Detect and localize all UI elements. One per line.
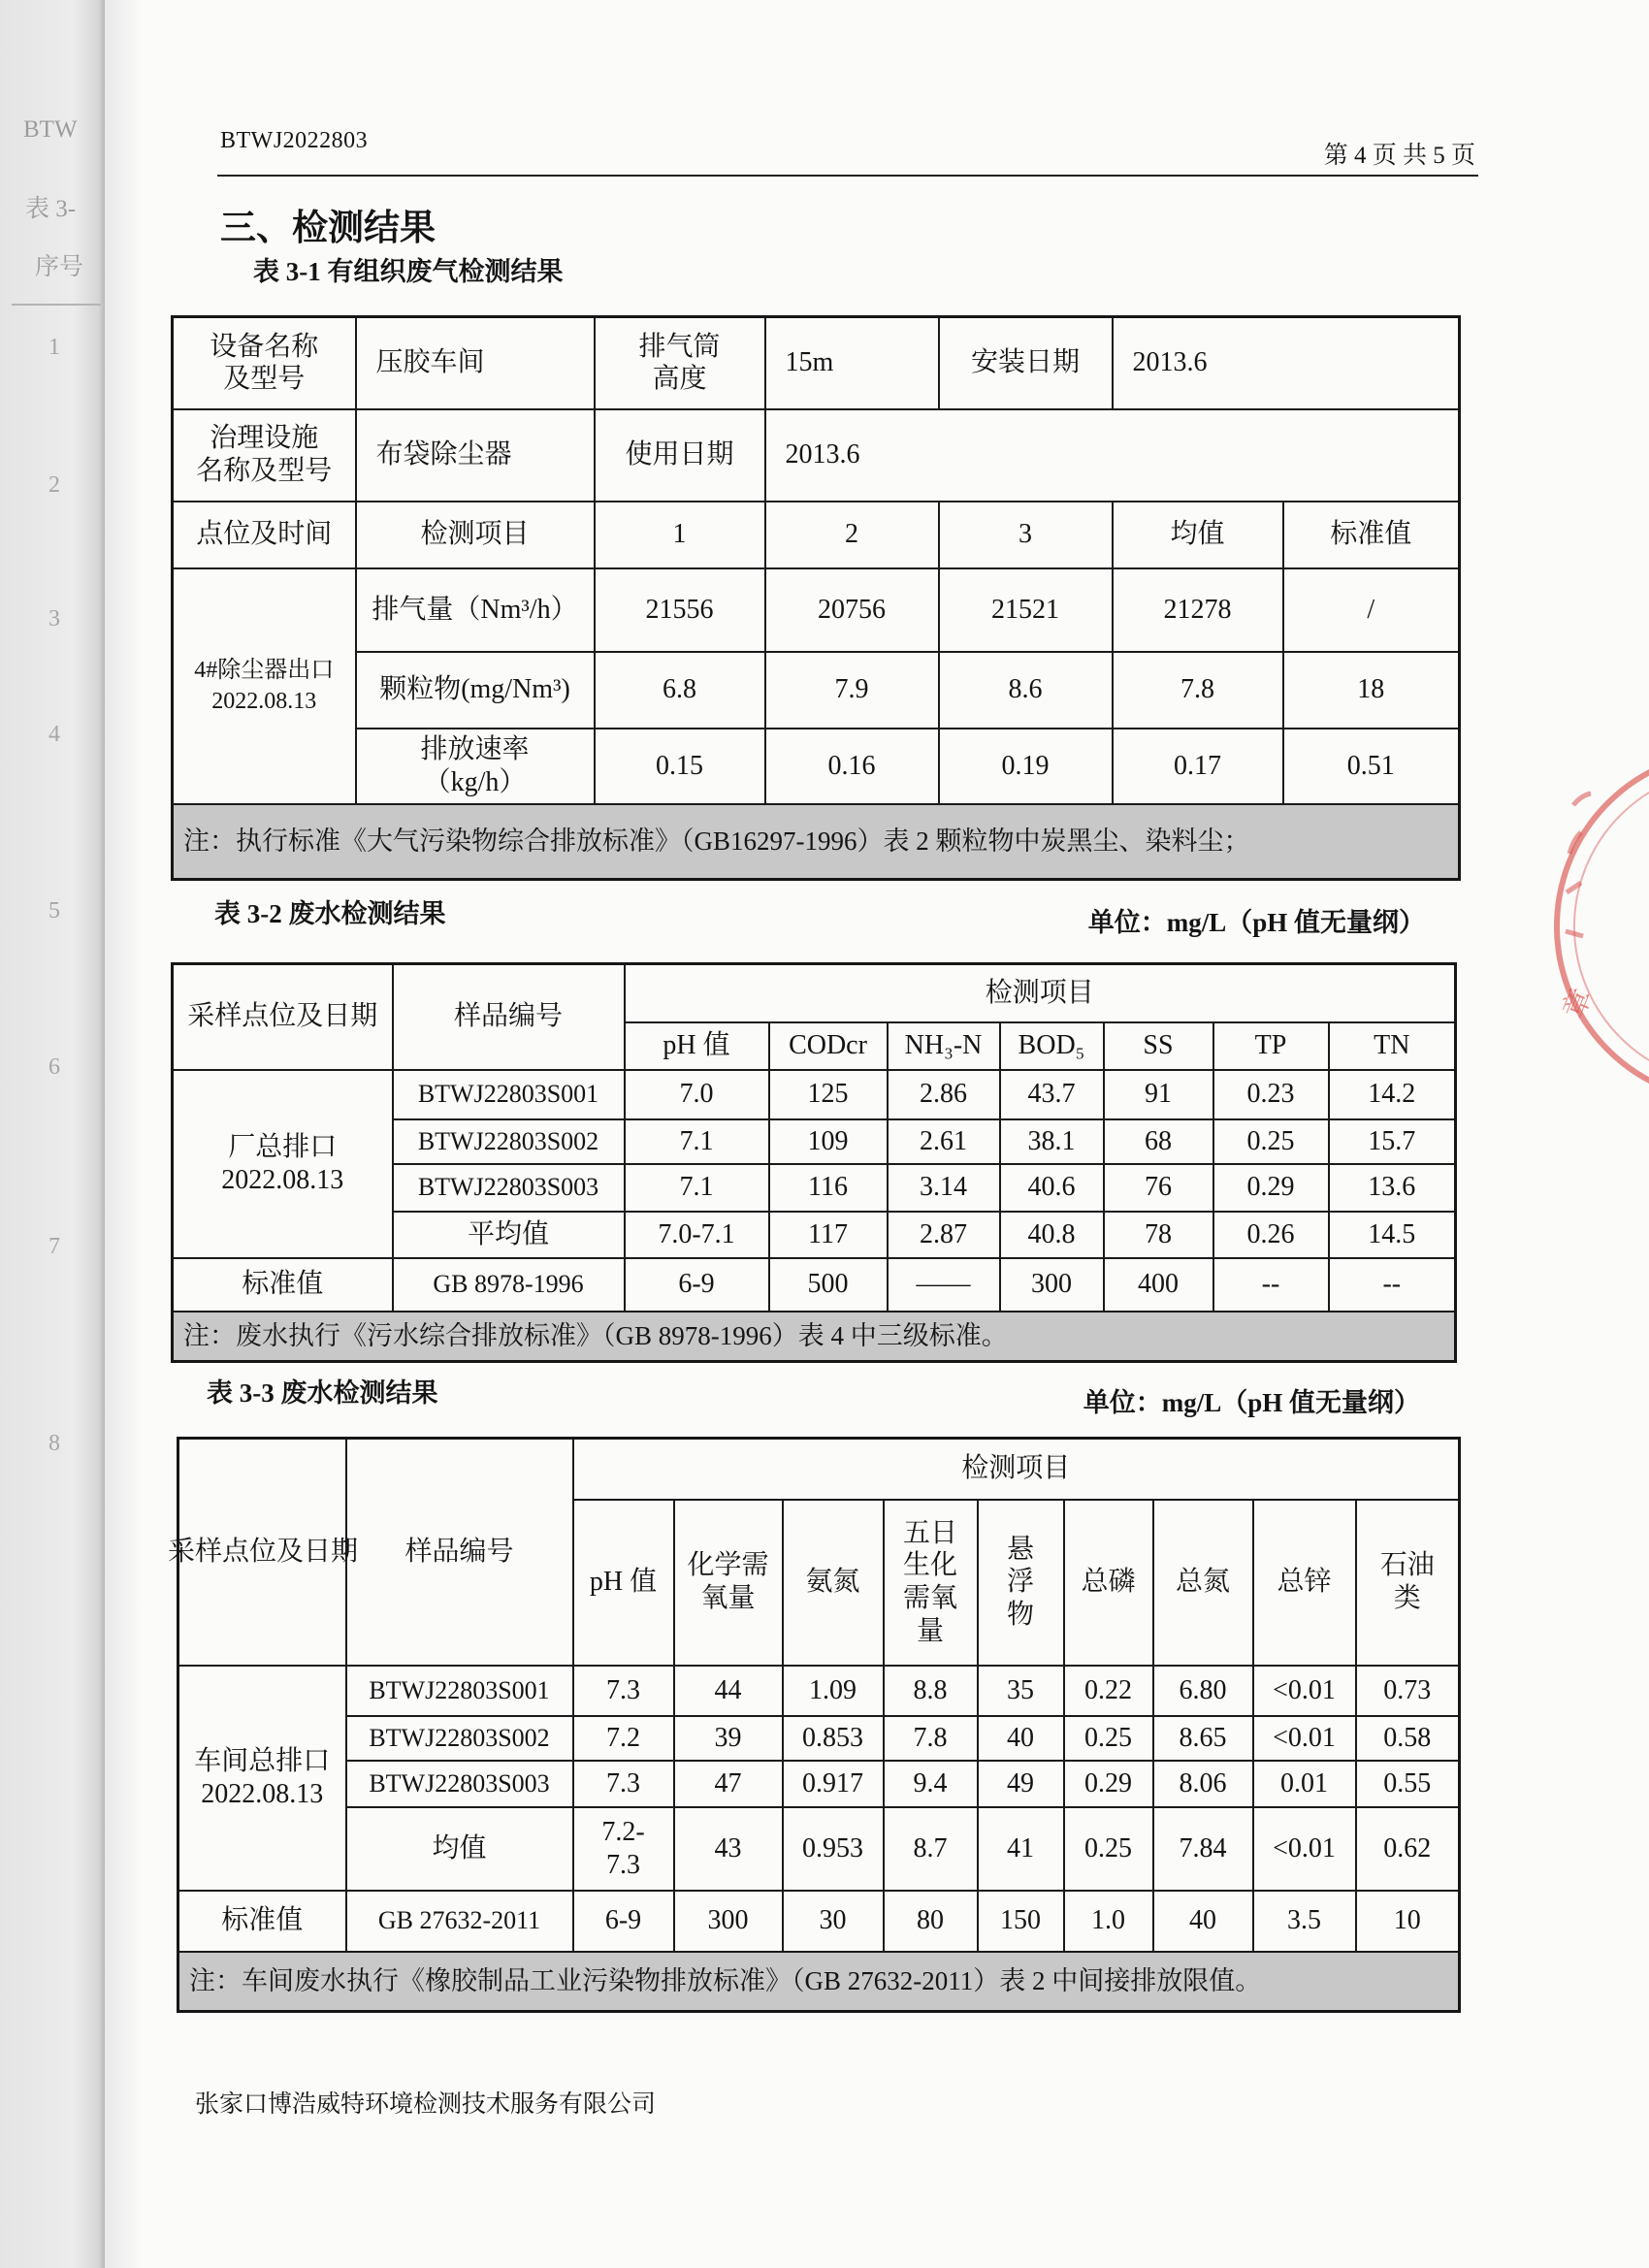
table-row: [178, 1761, 1460, 1807]
standard-row: [173, 1258, 1456, 1312]
table-cell: 8.8: [884, 1666, 978, 1716]
table-cell: <0.01: [1253, 1666, 1356, 1716]
table-cell: 39: [674, 1716, 783, 1761]
margin-row-number: 4: [48, 722, 60, 747]
workshop-wastewater-results-table: [168, 1437, 1461, 2013]
table-note: 注：废水执行《污水综合排放标准》（GB 8978-1996）表 4 中三级标准。: [173, 1312, 1456, 1362]
table-row: [173, 1070, 1456, 1119]
table-cell: 40: [1153, 1891, 1253, 1952]
table-cell: 7.1: [625, 1119, 769, 1164]
location-cell: 4#除尘器出口 2022.08.13: [173, 568, 356, 804]
table-cell: 3.5: [1253, 1891, 1356, 1952]
table-header-cell: 石油 类: [1356, 1500, 1460, 1666]
table-cell: 30: [783, 1891, 884, 1952]
table-header-cell: pH 值: [625, 1022, 769, 1070]
table-header-cell: 采样点位及日期: [173, 964, 393, 1070]
table-cell: 40: [978, 1716, 1064, 1761]
table-group-header: 检测项目: [573, 1439, 1460, 1500]
table-cell: 2.86: [888, 1070, 1000, 1119]
table-cell: 0.22: [1064, 1666, 1153, 1716]
table-cell: 0.19: [939, 729, 1113, 804]
sample-id-cell: BTWJ22803S002: [393, 1119, 625, 1164]
table-cell: 500: [769, 1258, 888, 1312]
note-row: [173, 1312, 1456, 1362]
document-number: BTWJ2022803: [220, 128, 369, 153]
table-cell: 1.09: [783, 1666, 884, 1716]
table-cell: 20756: [765, 568, 939, 652]
margin-row-number: 7: [48, 1234, 60, 1259]
table-header-cell: 总氮: [1153, 1500, 1253, 1666]
table2-unit: 单位：mg/L（pH 值无量纲）: [1087, 908, 1425, 937]
table-header-cell: 总锌: [1253, 1500, 1356, 1666]
table-cell: 0.26: [1213, 1212, 1329, 1258]
margin-row-number: 8: [48, 1431, 60, 1456]
table-cell: 9.4: [884, 1761, 978, 1807]
table-cell: 0.51: [1283, 729, 1460, 804]
margin-row-number: 6: [48, 1054, 60, 1080]
table3-unit: 单位：mg/L（pH 值无量纲）: [1083, 1388, 1420, 1417]
table-header-cell: 氨氮: [783, 1500, 884, 1666]
table-cell: 7.3: [573, 1761, 674, 1807]
table-cell: 7.84: [1153, 1807, 1253, 1891]
table-cell: 3.14: [888, 1164, 1000, 1212]
table-row: [173, 317, 1460, 409]
table-cell: 47: [674, 1761, 783, 1807]
table-cell: 0.15: [595, 729, 765, 804]
table-row: [173, 409, 1460, 502]
table-header-cell: 悬 浮 物: [978, 1500, 1064, 1666]
use-date-label: 使用日期: [595, 409, 765, 502]
table-cell: --: [1213, 1258, 1329, 1312]
table-cell: 400: [1104, 1258, 1213, 1312]
page-indicator: 第 4 页 共 5 页: [1323, 143, 1475, 169]
item-cell: 颗粒物(mg/Nm³): [356, 652, 595, 729]
table-cell: 43: [674, 1807, 783, 1891]
margin-row-number: 2: [48, 472, 60, 498]
table-header-cell: TP: [1213, 1022, 1329, 1070]
table-cell: 0.25: [1213, 1119, 1329, 1164]
standard-row: [178, 1891, 1460, 1952]
equipment-value: 压胶车间: [356, 317, 595, 409]
table-cell: 43.7: [1000, 1070, 1104, 1119]
table-cell: 8.65: [1153, 1716, 1253, 1761]
table-cell: 0.29: [1213, 1164, 1329, 1212]
table-header-cell: 2: [765, 502, 939, 568]
standard-basis-cell: GB 8978-1996: [393, 1258, 625, 1312]
table-cell: 38.1: [1000, 1119, 1104, 1164]
location-cell: 车间总排口 2022.08.13: [178, 1666, 346, 1891]
table-cell: 300: [1000, 1258, 1104, 1312]
table-cell: 300: [674, 1891, 783, 1952]
table-cell: 7.0-7.1: [625, 1212, 769, 1258]
table-cell: 6-9: [573, 1891, 674, 1952]
page-edge-shadow: [105, 0, 144, 2268]
table-header-cell: 化学需 氧量: [674, 1500, 783, 1666]
table-cell: 109: [769, 1119, 888, 1164]
table-row: [178, 1716, 1460, 1761]
table-header-cell: 总磷: [1064, 1500, 1153, 1666]
table-cell: <0.01: [1253, 1716, 1356, 1761]
table-cell: 21521: [939, 568, 1113, 652]
table-cell: 150: [978, 1891, 1064, 1952]
adjacent-page-margin: [0, 0, 105, 2268]
item-cell: 排放速率 （kg/h）: [356, 729, 595, 804]
table-header-cell: 3: [939, 502, 1113, 568]
sample-id-cell: BTWJ22803S003: [346, 1761, 573, 1807]
sample-id-cell: BTWJ22803S001: [346, 1666, 573, 1716]
table-cell: 8.7: [884, 1807, 978, 1891]
table-cell: 15.7: [1329, 1119, 1456, 1164]
table-row: [178, 1666, 1460, 1716]
table-header-row: [173, 964, 1456, 1022]
table-cell: 40.6: [1000, 1164, 1104, 1212]
sample-id-cell: BTWJ22803S003: [393, 1164, 625, 1212]
table-header-row: [178, 1439, 1460, 1500]
margin-divider: [12, 304, 101, 306]
standard-label-cell: 标准值: [173, 1258, 393, 1312]
table-header-cell: 样品编号: [393, 964, 625, 1070]
table-cell: 80: [884, 1891, 978, 1952]
table-header-cell: 五日 生化 需氧 量: [884, 1500, 978, 1666]
table-cell: 21278: [1113, 568, 1283, 652]
stack-height-label: 排气筒 高度: [595, 317, 765, 409]
install-date-value: 2013.6: [1113, 317, 1460, 409]
table-cell: 0.17: [1113, 729, 1283, 804]
note-row: [173, 804, 1460, 880]
table-cell: 0.917: [783, 1761, 884, 1807]
margin-doc-fragment: BTW: [23, 116, 78, 143]
table-header-cell: NH₃-N: [888, 1022, 1000, 1070]
table-cell: 2.61: [888, 1119, 1000, 1164]
table-cell: 40.8: [1000, 1212, 1104, 1258]
table-header-cell: TN: [1329, 1022, 1456, 1070]
install-date-label: 安装日期: [939, 317, 1113, 409]
table-cell: 0.23: [1213, 1070, 1329, 1119]
section-title: 三、检测结果: [220, 209, 436, 248]
table-cell: 6.8: [595, 652, 765, 729]
table-cell: 91: [1104, 1070, 1213, 1119]
average-label-cell: 平均值: [393, 1212, 625, 1258]
table-cell: 0.73: [1356, 1666, 1460, 1716]
table-header-cell: CODcr: [769, 1022, 888, 1070]
facility-value: 布袋除尘器: [356, 409, 595, 502]
table-cell: 0.58: [1356, 1716, 1460, 1761]
table-cell: 7.3: [573, 1666, 674, 1716]
table-cell: 41: [978, 1807, 1064, 1891]
table-cell: 8.06: [1153, 1761, 1253, 1807]
table-cell: 49: [978, 1761, 1064, 1807]
table-row: [173, 729, 1460, 804]
table-row: [173, 568, 1460, 652]
table-cell: 44: [674, 1666, 783, 1716]
table-header-cell: 1: [595, 502, 765, 568]
table-cell: 125: [769, 1070, 888, 1119]
table-cell: 7.1: [625, 1164, 769, 1212]
table-cell: 18: [1283, 652, 1460, 729]
table-cell: 2.87: [888, 1212, 1000, 1258]
facility-label: 治理设施 名称及型号: [173, 409, 356, 502]
seal-stamp: [1513, 737, 1649, 1096]
table-cell: 1.0: [1064, 1891, 1153, 1952]
table-cell: 14.2: [1329, 1070, 1456, 1119]
table-cell: 0.29: [1064, 1761, 1153, 1807]
table-header-cell: BOD₅: [1000, 1022, 1104, 1070]
table-header-cell: SS: [1104, 1022, 1213, 1070]
table-cell: ——: [888, 1258, 1000, 1312]
table1-caption: 表 3-1 有组织废气检测结果: [253, 257, 564, 286]
table-cell: 6.80: [1153, 1666, 1253, 1716]
table-cell: 7.2: [573, 1716, 674, 1761]
table3-caption: 表 3-3 废水检测结果: [207, 1378, 438, 1408]
table-cell: 21556: [595, 568, 765, 652]
table-cell: 0.25: [1064, 1807, 1153, 1891]
margin-row-number: 3: [48, 606, 60, 632]
table-note: 注：车间废水执行《橡胶制品工业污染物排放标准》（GB 27632-2011）表 2 中间接排放限值。: [178, 1952, 1460, 2012]
company-name: 张家口博浩威特环境检测技术服务有限公司: [195, 2091, 657, 2118]
table-cell: 117: [769, 1212, 888, 1258]
table-header-cell: 样品编号: [346, 1439, 573, 1666]
table-cell: 0.953: [783, 1807, 884, 1891]
table-cell: 0.25: [1064, 1716, 1153, 1761]
table-cell: --: [1329, 1258, 1456, 1312]
table-header-cell: 标准值: [1283, 502, 1460, 568]
table-cell: 0.853: [783, 1716, 884, 1761]
wastewater-results-table: [171, 962, 1457, 1363]
margin-row-number: 1: [48, 335, 60, 360]
table-cell: <0.01: [1253, 1807, 1356, 1891]
table-header-cell: [168, 1439, 359, 1666]
average-label-cell: 均值: [346, 1807, 573, 1891]
table-note: 注：执行标准《大气污染物综合排放标准》（GB16297-1996）表 2 颗粒物中炭黑尘、染料尘；: [173, 804, 1460, 880]
location-cell: 厂总排口 2022.08.13: [173, 1070, 393, 1258]
equipment-label: 设备名称 及型号: [173, 317, 356, 409]
table-cell: 6-9: [625, 1258, 769, 1312]
sample-id-cell: BTWJ22803S001: [393, 1070, 625, 1119]
table-cell: 7.0: [625, 1070, 769, 1119]
table2-caption: 表 3-2 废水检测结果: [214, 899, 446, 928]
table-cell: 7.2- 7.3: [573, 1807, 674, 1891]
seal-text: 章: [1556, 984, 1600, 1023]
seal-outer-ring: [1557, 752, 1649, 1101]
table-group-header: 检测项目: [625, 964, 1456, 1022]
standard-basis-cell: GB 27632-2011: [346, 1891, 573, 1952]
table-header-row: [173, 502, 1460, 568]
table-cell: 68: [1104, 1119, 1213, 1164]
table-cell: 14.5: [1329, 1212, 1456, 1258]
sample-id-cell: BTWJ22803S002: [346, 1716, 573, 1761]
table-cell: 0.16: [765, 729, 939, 804]
use-date-value: 2013.6: [765, 409, 1460, 502]
seal-inner-ring: [1574, 769, 1649, 1084]
table-header-cell: 均值: [1113, 502, 1283, 568]
table-header-cell: 检测项目: [356, 502, 595, 568]
table-cell: 0.62: [1356, 1807, 1460, 1891]
stack-height-value: 15m: [765, 317, 939, 409]
table-header-cell: pH 值: [573, 1500, 674, 1666]
table-cell: 7.8: [1113, 652, 1283, 729]
table-row: [178, 1807, 1460, 1891]
table-cell: 0.01: [1253, 1761, 1356, 1807]
table-cell: 13.6: [1329, 1164, 1456, 1212]
exhaust-gas-results-table: [171, 315, 1461, 881]
standard-label-cell: 标准值: [178, 1891, 346, 1952]
table-cell: 8.6: [939, 652, 1113, 729]
table-cell: 116: [769, 1164, 888, 1212]
table-cell: 35: [978, 1666, 1064, 1716]
table-cell: 7.9: [765, 652, 939, 729]
table-cell: 0.55: [1356, 1761, 1460, 1807]
item-cell: 排气量（Nm³/h）: [356, 568, 595, 652]
note-row: [178, 1952, 1460, 2012]
table-cell: 10: [1356, 1891, 1460, 1952]
table-cell: 78: [1104, 1212, 1213, 1258]
clipped-header-text: 采样点位及日期: [168, 1536, 359, 1567]
margin-column-fragment: 序号: [35, 254, 84, 280]
table-cell: 7.8: [884, 1716, 978, 1761]
margin-caption-fragment: 表 3-: [25, 196, 77, 222]
header-rule: [217, 175, 1478, 177]
table-cell: /: [1283, 568, 1460, 652]
table-row: [173, 652, 1460, 729]
margin-row-number: 5: [48, 898, 60, 923]
table-header-cell: 点位及时间: [173, 502, 356, 568]
table-cell: 76: [1104, 1164, 1213, 1212]
